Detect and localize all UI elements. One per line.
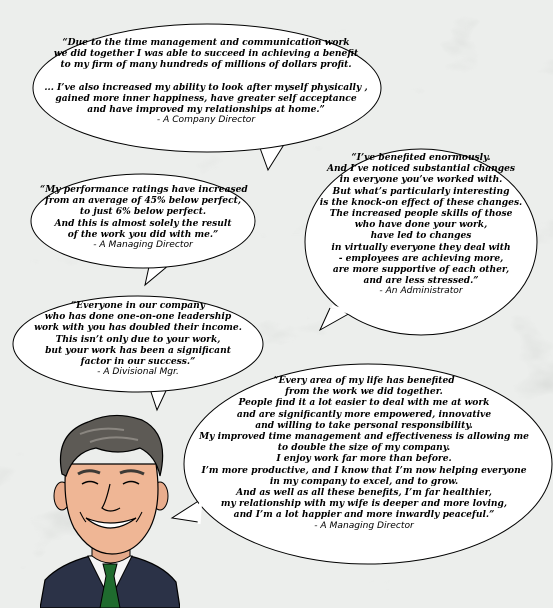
testimonial-text-4: “Everyone in our company who has done one-on-one leadership work with you has doubled their income. This isn’t only due to your work, but your work has been a significant factor in our success.” - A Divisional Mgr. [28,300,248,378]
testimonial-text-5: “Every area of my life has benefited from the work we did together. People find it a lot easier to deal with me at work and are significantly more empowered, innovative and willing to take personal responsibility. My improved time management and effectiveness is allowing me to double the size of my company. I enjoy work far more than before. I’m more productive, and I know that I’m now helping everyone in my company to excel, and to grow. And as well as all these benefits, I’m far healthier, my relationship with my wife is deeper and more loving, and I’m a lot happier and more inwardly peaceful.” - A Managing Director [194,375,534,532]
testimonial-text-2: “I’ve benefited enormously. And I’ve noticed substantial changes in everyone you’ve worked with. But what’s particularly interesting is the knock-on effect of these changes. The increased people skills of those who have done your work, have led to changes in virtually everyone they deal with - employees are achieving more, are more supportive of each other, and are less stressed.” - An Administrator [311,152,531,298]
attribution: - A Company Director [156,115,256,126]
testimonial-text-1: “Due to the time management and communication work we did together I was able to succeed in achieving a benefit to my firm of many hundreds of millions of dollars profit. ... I’ve also increased my ability to look after myself physically , gained more inner happiness, have greater self acceptance and have improved my relationships at home.” - A Company Director [41,37,371,127]
testimonial-text-3: “My performance ratings have increased from an average of 45% below perfect, to just 6% below perfect. And this is almost solely the result of the work you did with me.” - A Managing Director [40,184,248,251]
attribution: - An Administrator [379,286,463,297]
man-portrait-icon [40,404,180,608]
attribution: - A Managing Director [93,240,193,251]
attribution: - A Divisional Mgr. [97,367,179,378]
attribution: - A Managing Director [314,520,414,531]
